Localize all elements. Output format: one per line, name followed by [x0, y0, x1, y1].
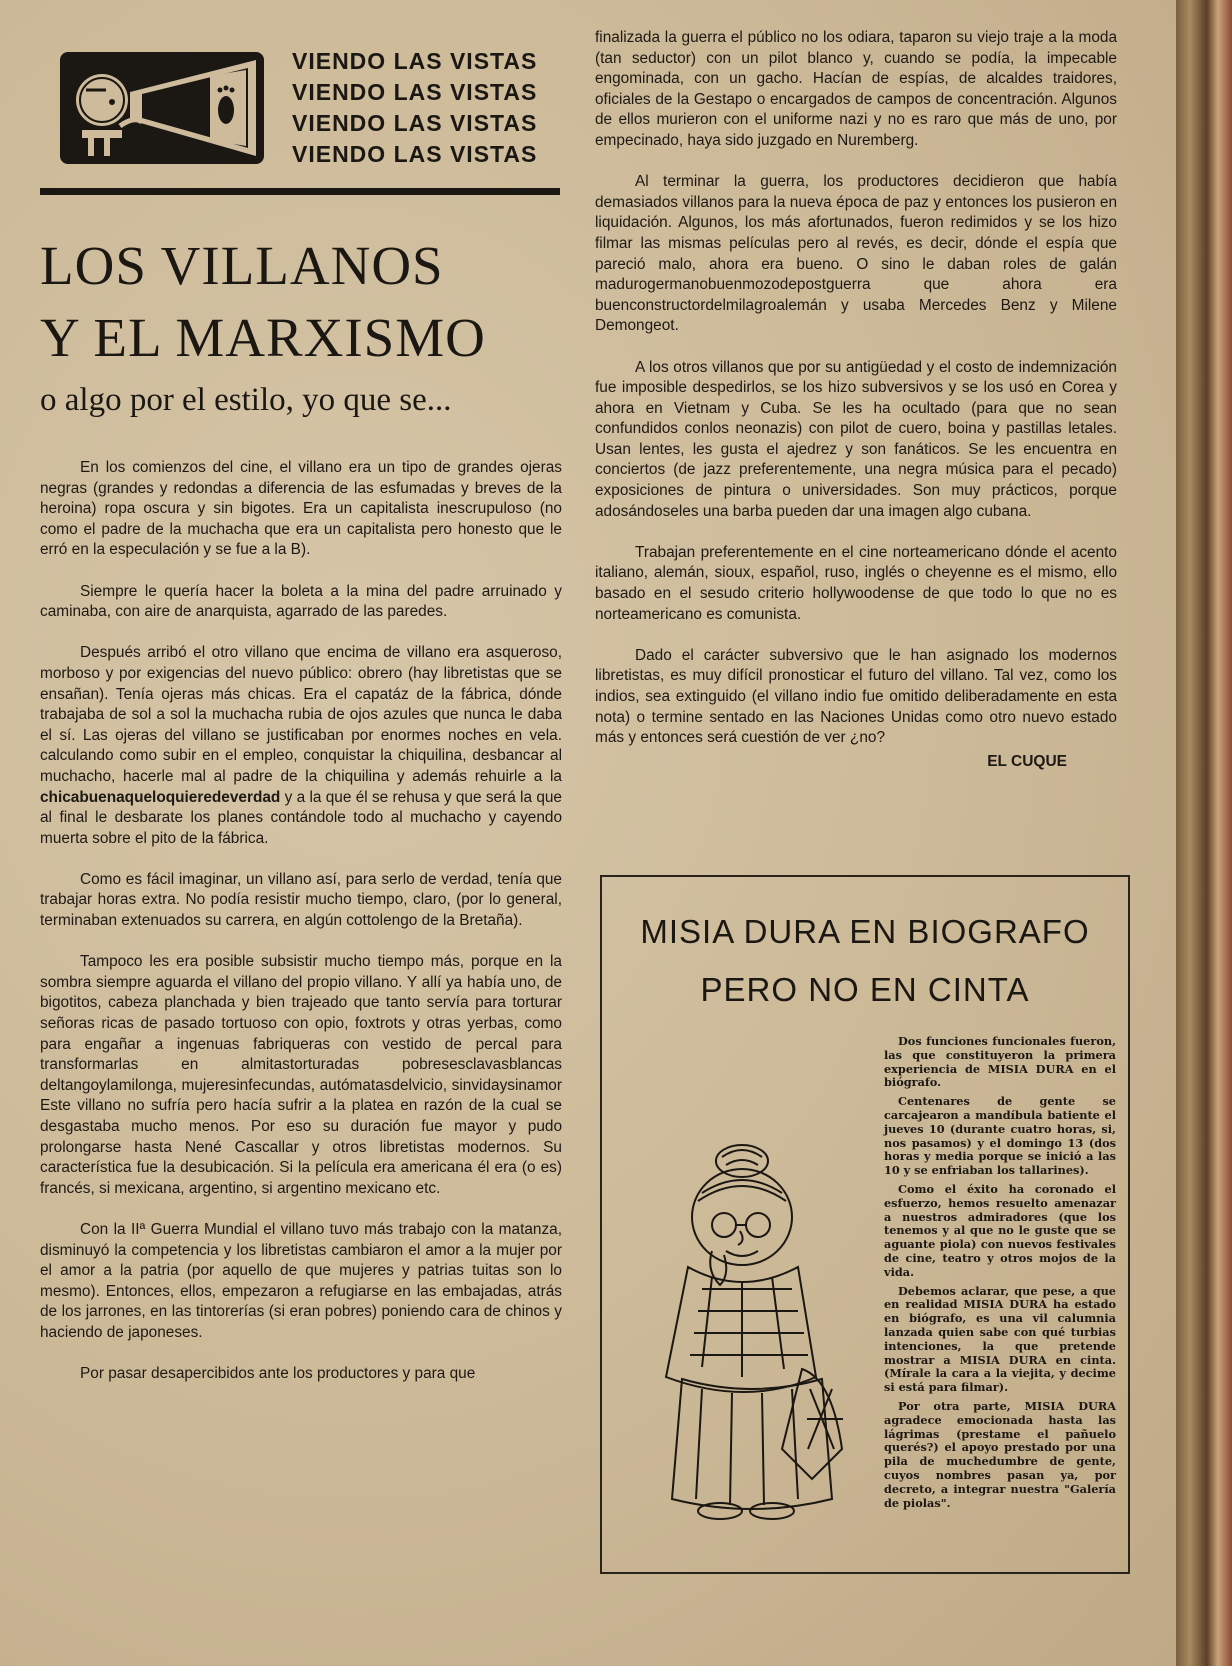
box-paragraph: Dos funciones funcionales fueron, las que constituyeron la primera experiencia de MISIA DURA en el biógrafo.: [884, 1034, 1116, 1090]
misia-dura-box: [600, 875, 1130, 1574]
column-logo: [40, 30, 560, 180]
emphasis-word: chicabuenaqueloquieredeverdad: [40, 788, 281, 806]
paragraph: Al terminar la guerra, los productores decidieron que había demasiados villanos para la nueva época de paz y entonces los pusieron en liquidación. Algunos, los más afortunados, fueron redimidos y se los hizo filmar las mismas películas pero al revés, es decir, dónde el espía que pareció malo, ahora era bueno. O sino le daban roles de galán madurogermanobuenmozodepostguerra que ahora era buenconstructordelmilagroalemán y usaba Mercedes Benz y Milene Demongeot.: [595, 173, 1117, 335]
paragraph: Siempre le quería hacer la boleta a la mina del padre arruinado y caminaba, con aire de anarquista, agarrado de las paredes.: [40, 582, 562, 621]
binding-edge: [1176, 0, 1232, 1666]
heading-rule: [40, 188, 560, 195]
article-body-left: [40, 458, 562, 1405]
left-column: [40, 30, 562, 1383]
box-paragraph: Centenares de gente se carcajearon a mandíbula batiente el jueves 10 (durante cuatro horas, si, nos pasamos) y el domingo 13 (dos horas y media porque se inició a las 10 y se enfriaban los tallarines).: [884, 1094, 1116, 1178]
box-paragraph: Debemos aclarar, que pese, a que en realidad MISIA DURA ha estado en biógrafo, es una vil calumnia lanzada quien sabe con qué turbias intenciones, la que pretende mostrar a MISIA DURA en cinta. (Mírale la cara a la viejita, y decime si está para filmar).: [884, 1283, 1116, 1395]
title-line: LOS VILLANOS: [40, 235, 444, 296]
paragraph: [40, 643, 562, 849]
logo-line: VIENDO LAS VISTAS: [292, 79, 538, 105]
paragraph-text: y a la que él se rehusa y que será la que al final le desbarate los planes contándole todo al muchacho y cayendo muerta sobre el pito de la fábrica.: [40, 788, 562, 847]
paragraph-text: Después arribó el otro villano que encima de villano era asqueroso, morboso y por exigencias del nuevo público: obrero (hay libretistas que se ensañan). Tenía ojeras más chicas. Era el capatáz de la fábrica, dónde trabajaba de sol a sol la muchacha rubia de ojos azules que nunca le daba el sí. Las ojeras del villano se justificaban por enormes noches en vela. calculando como subir en el empleo, conquistar la chiquilina, desbancar al muchacho, hacerle mal al padre de la chiquilina y además rehuirle a la: [40, 644, 562, 785]
right-column: [595, 28, 1117, 771]
logo-line: VIENDO LAS VISTAS: [292, 48, 538, 74]
paragraph: En los comienzos del cine, el villano era un tipo de grandes ojeras negras (grandes y redondas a diferencia de las esfumadas y breves de la heroina) ropa oscura y sin bigotes. Era un capitalista inescrupuloso (no como el padre de la muchacha que era un capitalista pero honesto que le erró en la especulación y se fue a la B).: [40, 459, 562, 559]
paragraph: Tampoco les era posible subsistir mucho tiempo más, porque en la sombra siempre aguarda el villano del propio villano. Y allí ya había uno, de bigotitos, cabeza planchada y bien trajeado que tanto servía para torturar señoras ricas de pasado tortuoso con opio, foxtrots y otras yerbas, como para engañar a ingenuas fabriqueras con vestido de percal para transformarlas en almitastorturadas pobresesclavasblancas deltangoylamilonga, mujeresinfecundas, autómatasdelvicio, sinvidaysinamor Este villano no sufría pero hacía sufrir a la platea en razón de la cual se desgastaba mucho menos. Por eso su duración fue mayor y pudo prolongarse hasta Nené Cascallar y otros libretistas modernos. Su característica fue la desubicación. Si la película era americana él era (o es) francés, si mexicana, argentino, si argentino mexicano etc.: [40, 953, 562, 1197]
box-body: [884, 1035, 1116, 1515]
article-subtitle: o algo por el estilo, yo que se...: [40, 382, 452, 418]
logo-line: VIENDO LAS VISTAS: [292, 110, 538, 136]
paragraph: Por pasar desapercibidos ante los productores y para que: [80, 1365, 476, 1383]
paragraph: Con la IIª Guerra Mundial el villano tuvo más trabajo con la matanza, disminuyó la competencia y los libretistas cambiaron el amor a la mujer por el amor a la patria (por aquello de que mujeres y patrias tuitas son lo mesmo). Entonces, ellos, empezaron a refugiarse en las embajadas, atrás de los jarrones, en las tintorerías (si eran pobres) poniendo cara de chinos y haciendo de japoneses.: [40, 1220, 562, 1341]
paragraph: Dado el carácter subversivo que le han asignado los modernos libretistas, es muy difícil pronosticar el futuro del villano. Tal vez, como los indios, sea extinguido (el villano indio fue omitido deliberadamente en esta nota) o termine sentado en las Naciones Unidas como otro nuevo estado más y entonces será cuestión de ver ¿no?: [595, 646, 1117, 747]
logo-line: VIENDO LAS VISTAS: [292, 141, 538, 167]
box-title-line: MISIA DURA EN BIOGRAFO: [640, 913, 1090, 950]
paragraph: A los otros villanos que por su antigüedad y el costo de indemnización fue imposible despedirlos, se los hizo subversivos y se los usó en Corea y ahora en Vietnam y Cuba. Se les ha ocultado (para que no sean confundidos conlos neonazis) con pilot de cuero, boina y pastillas letales. Usan lentes, les gusta el ajedrez y son fanáticos. Se les encuentra en conciertos (de jazz preferentemente, una negra música para el pecado) exposiciones de pintura o universidades. Son muy prácticos, porque adosándoseles una barba pueden dar una imagen algo cubana.: [595, 358, 1117, 520]
article-title: [40, 230, 486, 374]
title-line: Y EL MARXISMO: [40, 307, 486, 368]
spectator-illustration: [60, 52, 264, 164]
author-signature: EL CUQUE: [987, 753, 1067, 771]
paragraph: Como es fácil imaginar, un villano así, para serlo de verdad, tenía que trabajar horas extra. No podía resistir mucho tiempo, claro, (por lo general, terminaban extenuados su carrera, en algún cottolengo de la Bretaña).: [40, 870, 562, 930]
paragraph: Trabajan preferentemente en el cine norteamericano dónde el acento italiano, alemán, sioux, español, ruso, inglés o cheyenne es el mismo, ello basado en el sesudo criterio hollywoodense de que todo lo que no es norteamericano es comunista.: [595, 543, 1117, 623]
box-title-line: PERO NO EN CINTA: [700, 971, 1030, 1008]
box-paragraph: Como el éxito ha coronado el esfuerzo, hemos resuelto amenazar a nuestros admiradores (que los tenemos y al que no le guste que se aguante piola) con nuevos festivales de cine, teatro y otros mojos de la vida.: [884, 1181, 1116, 1279]
box-title: [602, 903, 1128, 1019]
box-paragraph: Por otra parte, MISIA DURA agradece emocionada hasta las lágrimas (prestame el pañuelo querés?) el apoyo prestado por una pila de muchedumbre de gente, cuyos nombres pasan ya, por decreto, a integrar nuestra "Galería de piolas".: [884, 1398, 1116, 1510]
paragraph: finalizada la guerra el público no los odiara, taparon su viejo traje a la moda (tan seductor) con un pilot blanco y, cuando se podía, la impecable engominada, con un gacho. Hacían de espías, de alcaldes traidores, oficiales de la Gestapo o encargados de campos de concentración. Algunos de ellos murieron con el uniforme nazi y no es raro que más de uno, por empecinado, haya sido juzgado en Nuremberg.: [595, 29, 1117, 149]
old-lady-illustration: [642, 1139, 872, 1544]
